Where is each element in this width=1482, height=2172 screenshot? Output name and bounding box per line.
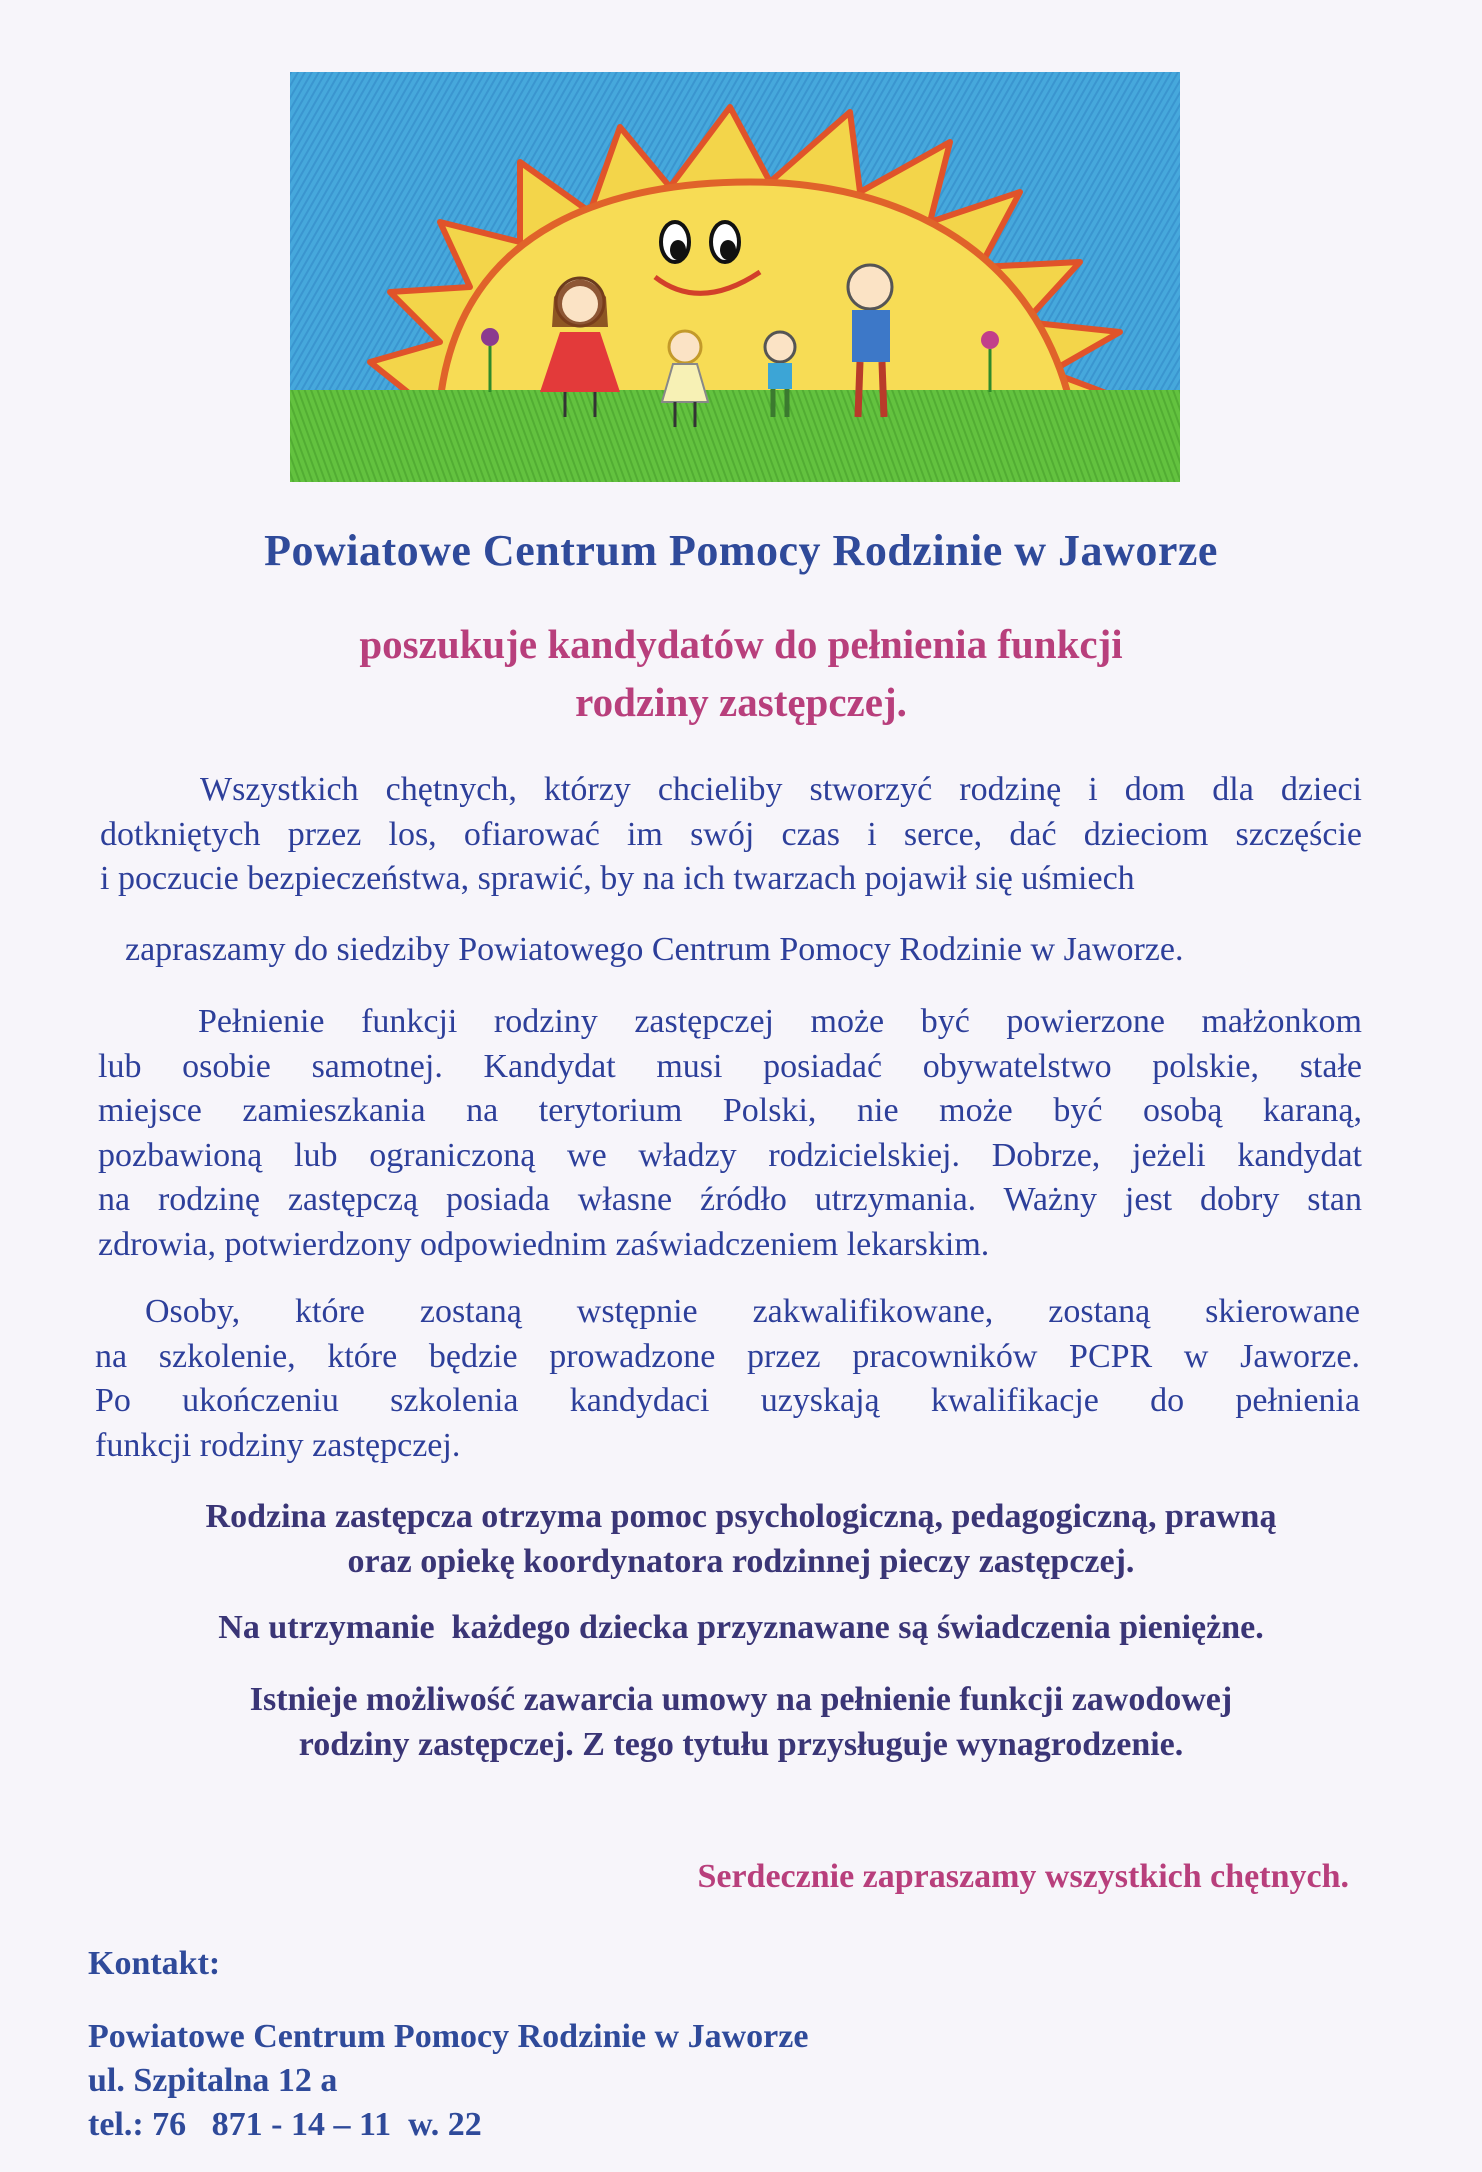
- professional-contract-info: [0, 1677, 1482, 1767]
- closing-invitation: Serdecznie zapraszamy wszystkich chętnych.: [697, 1858, 1349, 1895]
- text-line: i poczucie bezpieczeństwa, sprawić, by na ich twarzach pojawił się uśmiech: [100, 860, 1135, 897]
- text-line: funkcji rodziny zastępczej.: [95, 1426, 461, 1464]
- paragraph-training: [95, 1290, 1360, 1468]
- sun-family-drawing-icon: [290, 72, 1180, 482]
- paragraph-invitation: [100, 768, 1362, 902]
- text-line: Istnieje możliwość zawarcia umowy na pełnienie funkcji zawodowej: [249, 1681, 1233, 1718]
- text-line: rodziny zastępczej. Z tego tytułu przysługuje wynagrodzenie.: [298, 1726, 1184, 1763]
- text-line: Rodzina zastępcza otrzyma pomoc psychologiczną, pedagogiczną, prawną: [205, 1498, 1277, 1535]
- text-line: Pełnienie funkcji rodziny zastępczej może być powierzone małżonkom: [198, 1003, 1362, 1040]
- contact-address: ul. Szpitalna 12 a: [88, 2062, 338, 2099]
- text-line: Po ukończeniu szkolenia kandydaci uzyskają kwalifikacje do pełnienia: [95, 1382, 1360, 1419]
- subtitle-line: poszukuje kandydatów do pełnienia funkcji: [359, 621, 1123, 667]
- contact-details: [88, 2015, 808, 2147]
- grass: [290, 390, 1180, 482]
- text-line: pozbawioną lub ograniczoną we władzy rodzicielskiej. Dobrze, jeżeli kandydat: [98, 1136, 1362, 1174]
- page-subtitle: [0, 615, 1482, 731]
- contact-heading: Kontakt:: [88, 1945, 221, 1982]
- text-line: zdrowia, potwierdzony odpowiednim zaświadczeniem lekarskim.: [98, 1225, 990, 1263]
- benefits-info: [0, 1605, 1482, 1650]
- text-line: na szkolenie, które będzie prowadzone przez pracowników PCPR w Jaworze.: [95, 1337, 1360, 1375]
- text-line: dotkniętych przez los, ofiarować im swój czas i serce, dać dzieciom szczęście: [100, 815, 1362, 853]
- text-line: lub osobie samotnej. Kandydat musi posiadać obywatelstwo polskie, stałe: [98, 1047, 1362, 1085]
- subtitle-line: rodziny zastępczej.: [575, 679, 907, 725]
- paragraph-requirements: [98, 1000, 1362, 1267]
- text-line: oraz opiekę koordynatora rodzinnej pieczy zastępczej.: [347, 1543, 1135, 1580]
- contact-phone: tel.: 76 871 - 14 – 11 w. 22: [88, 2106, 482, 2143]
- drawing-svg: [290, 72, 1180, 482]
- support-info: [0, 1494, 1482, 1584]
- text-line: Osoby, które zostaną wstępnie zakwalifikowane, zostaną skierowane: [145, 1293, 1360, 1330]
- text-line: zapraszamy do siedziby Powiatowego Centrum Pomocy Rodzinie w Jaworze.: [125, 931, 1184, 968]
- text-line: miejsce zamieszkania na terytorium Polski, nie może być osobą karaną,: [98, 1092, 1362, 1129]
- text-line: na rodzinę zastępczą posiada własne źródło utrzymania. Ważny jest dobry stan: [98, 1181, 1362, 1218]
- text-line: Wszystkich chętnych, którzy chcieliby stworzyć rodzinę i dom dla dzieci: [200, 771, 1362, 808]
- text-line: Na utrzymanie każdego dziecka przyznawane są świadczenia pieniężne.: [218, 1609, 1264, 1646]
- paragraph-invite-office: [125, 928, 1345, 973]
- page-title: Powiatowe Centrum Pomocy Rodzinie w Jaworze: [264, 526, 1218, 575]
- contact-organization: Powiatowe Centrum Pomocy Rodzinie w Jaworze: [88, 2018, 809, 2055]
